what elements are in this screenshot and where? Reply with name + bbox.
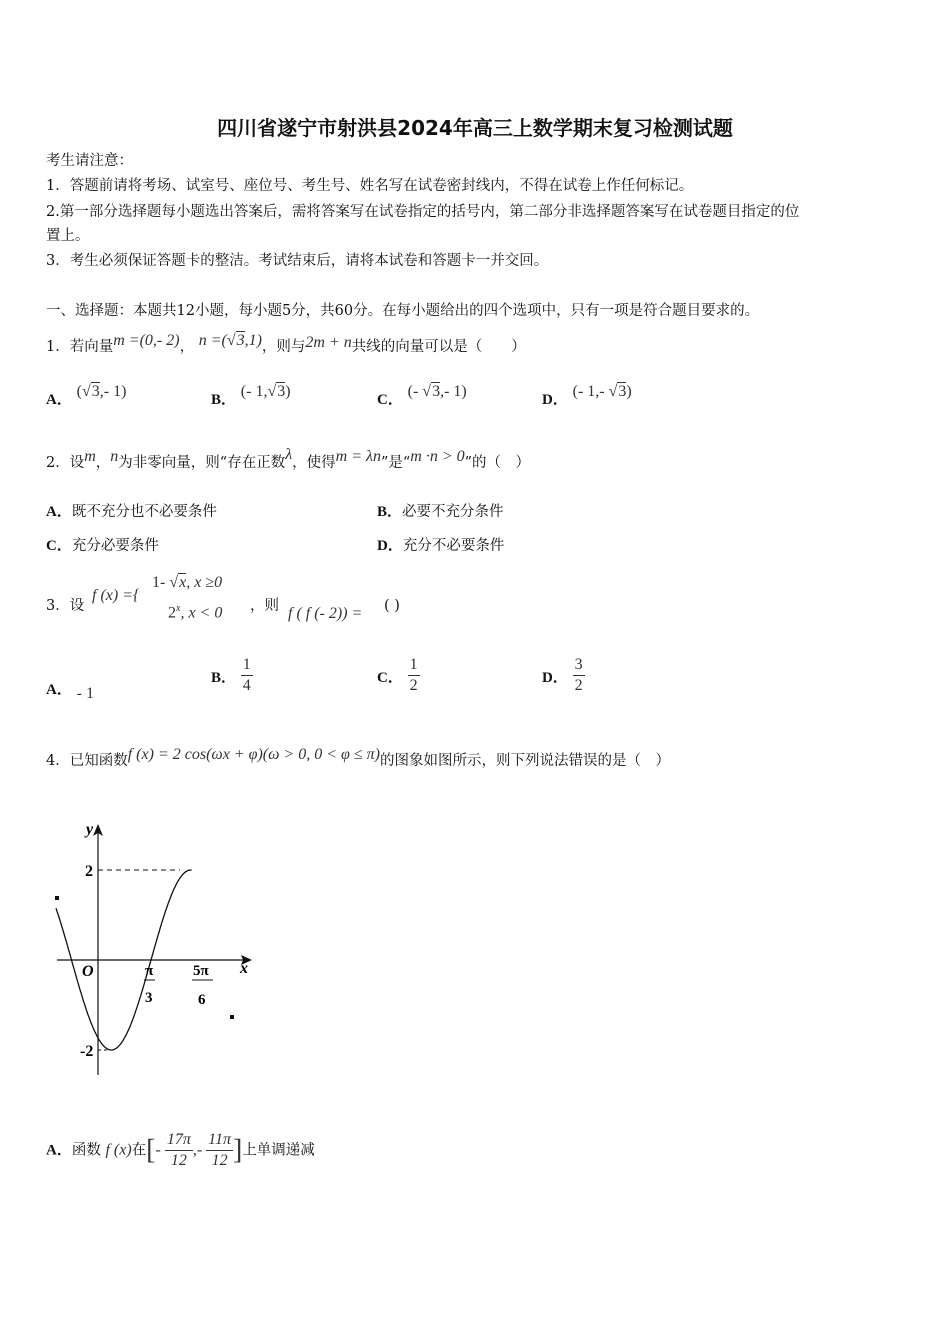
x-axis-label: x (240, 960, 248, 977)
q1-option-c-value: (- √3,- 1) (407, 383, 467, 400)
q1-mid: ，则与 (261, 339, 306, 355)
q2-var-m: m (84, 448, 96, 465)
question-2: 2．设m，n为非零向量，则“存在正数λ，使得m = λn”是“m ·n > 0”的（ ） (46, 446, 531, 471)
q1-option-d-value: (- 1,- √3) (572, 383, 632, 400)
origin-label: O (82, 963, 94, 980)
tick-pi-3-num: π (145, 963, 154, 979)
tick-pi-3-den: 3 (145, 990, 153, 1006)
q3-case-1: 1- √x, x ≥0 (152, 574, 223, 591)
q1-option-b-value: (- 1,√3) (240, 383, 291, 400)
q1-suffix: 共线的向量可以是（ ） (351, 339, 526, 355)
q1-option-b[interactable]: B． (- 1,√3) (211, 383, 291, 408)
q3-option-c-value: $\frac{1}{2}$ (409, 656, 418, 694)
q1-option-d[interactable]: D． (- 1,- √3) (542, 383, 632, 408)
q3-option-a[interactable]: A． - 1 (46, 682, 94, 702)
section-heading: 一、选择题：本题共12小题，每小题5分，共60分。在每小题给出的四个选项中，只有一项是符合题目要求的。 (46, 303, 760, 319)
q4-option-a[interactable]: A．函数 f (x)在[- $\frac{17\pi}{12}$ ,- $\frac{11\pi}{12}$ ]上单调递减 (46, 1131, 315, 1169)
notice-item-3: 3．考生必须保证答题卡的整洁。考试结束后，请将本试卷和答题卡一并交回。 (46, 253, 549, 269)
q1-option-a[interactable]: A． (√3,- 1) (46, 383, 127, 408)
notice-heading: 考生请注意： (46, 153, 133, 169)
q1-vector-n: n =(√3,1) (198, 332, 262, 349)
q1-option-c[interactable]: C． (- √3,- 1) (377, 383, 467, 408)
q3-option-a-value: - 1 (76, 685, 94, 702)
question-4: 4．已知函数f (x) = 2 cos(ωx + φ)(ω > 0, 0 < φ ≤ π)的图象如图所示，则下列说法错误的是（ ） (46, 746, 670, 769)
q2-option-c[interactable]: C．充分必要条件 (46, 538, 159, 554)
q1-vector-m: m =(0,- 2) (113, 332, 180, 349)
notice-item-2-cont: 置上。 (46, 228, 90, 244)
q2-lambda: λ (285, 446, 293, 463)
q1-expression: 2m + n (305, 334, 352, 351)
q3-prefix: 3．设 (46, 598, 85, 614)
q3-option-c[interactable]: C． $\frac{1}{2}$ (377, 656, 418, 694)
q3-case-2: 2$^x$, x < 0 (168, 603, 223, 622)
tick-5pi-6-den: 6 (198, 992, 206, 1008)
y-max-label: 2 (85, 863, 93, 880)
q3-option-b[interactable]: B． $\frac{1}{4}$ (211, 656, 251, 694)
y-axis-label: y (86, 821, 94, 838)
q1-sep: ， (179, 339, 195, 355)
q4-graph (40, 810, 270, 1080)
q4-interval-start: $\frac{17\pi}{12}$ (166, 1131, 191, 1169)
q3-suffix: ( ) (384, 598, 400, 614)
q2-expr-2: m ·n > 0 (410, 448, 465, 465)
q1-prefix: 1．若向量 (46, 339, 114, 355)
q2-var-n: n (110, 448, 119, 465)
q4-option-a-function: f (x) (105, 1141, 132, 1159)
page-title: 四川省遂宁市射洪县2024年高三上数学期末复习检测试题 (217, 116, 733, 140)
curve-start-point (55, 896, 59, 900)
q4-interval-end: $\frac{11\pi}{12}$ (208, 1131, 231, 1169)
q2-expr-1: m = λn (335, 448, 381, 465)
curve-end-point (230, 1015, 234, 1019)
question-1 (46, 332, 526, 358)
q2-option-b[interactable]: B．必要不充分条件 (377, 504, 504, 520)
q3-option-d-value: $\frac{3}{2}$ (574, 656, 583, 694)
q1-option-a-value: (√3,- 1) (76, 383, 127, 400)
y-min-label: -2 (80, 1043, 94, 1060)
notice-item-1: 1．答题前请将考场、试室号、座位号、考生号、姓名写在试卷密封线内，不得在试卷上作任何标记。 (46, 178, 694, 194)
q3-option-d[interactable]: D． $\frac{3}{2}$ (542, 656, 583, 694)
q3-mid: ，则 (250, 598, 279, 614)
notice-item-2: 2.第一部分选择题每小题选出答案后，需将答案写在试卷指定的括号内，第二部分非选择题答案写在试卷题目指定的位 (46, 204, 800, 220)
q3-function-def: f (x) ={ (92, 587, 140, 604)
q2-option-d[interactable]: D．充分不必要条件 (377, 538, 505, 554)
q2-option-a[interactable]: A．既不充分也不必要条件 (46, 504, 217, 520)
q3-option-b-value: $\frac{1}{4}$ (242, 656, 251, 694)
q4-function: f (x) = 2 cos(ωx + φ)(ω > 0, 0 < φ ≤ π) (127, 746, 380, 763)
tick-5pi-6-num: 5π (193, 963, 209, 979)
q3-expression: f ( f (- 2)) = (288, 605, 363, 622)
